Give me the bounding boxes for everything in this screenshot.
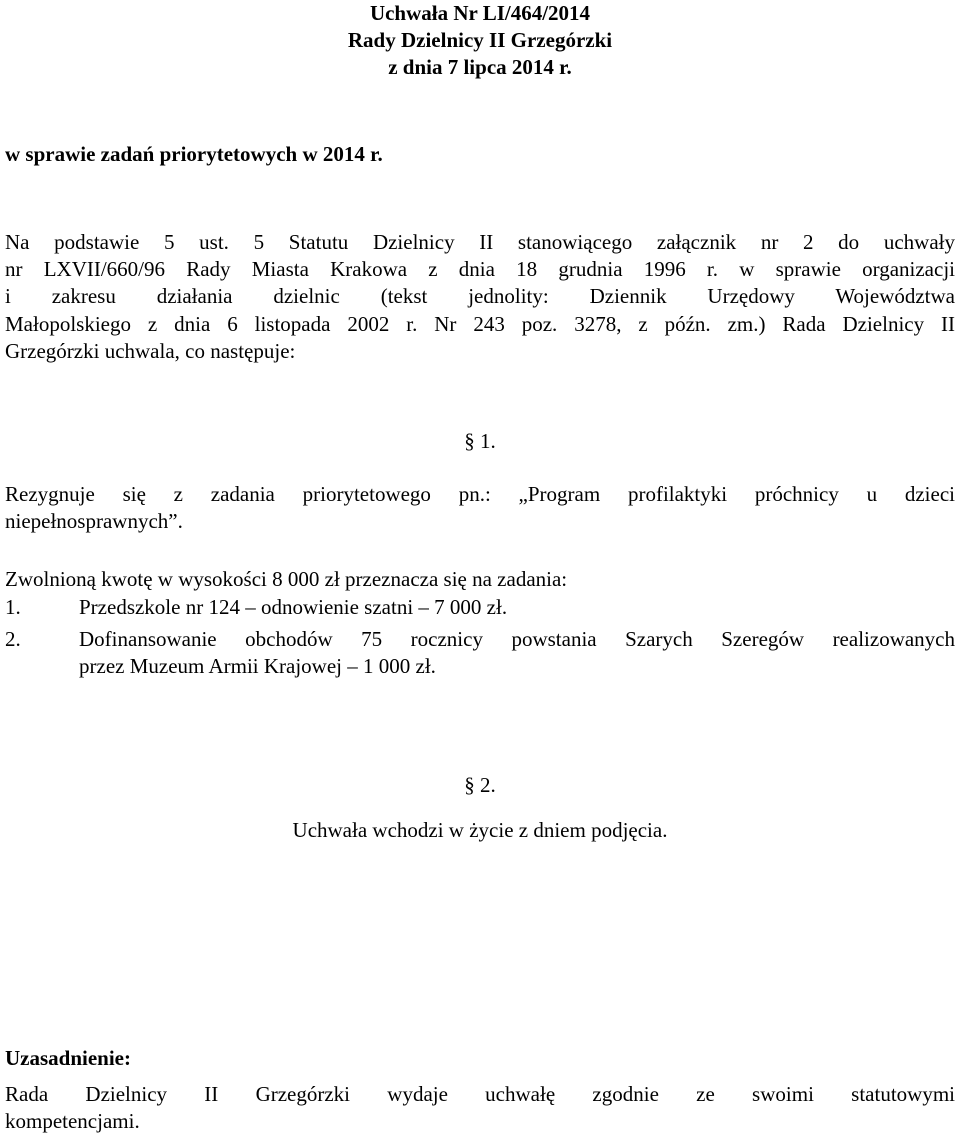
list-item: Dofinansowanie obchodów 75 rocznicy powstania Szarych Szeregów realizowanych [79, 627, 955, 651]
preamble-line: Grzegórzki uchwala, co następuje: [5, 339, 296, 363]
section-2-text: Uchwała wchodzi w życie z dniem podjęcia. [292, 818, 668, 842]
section-1-intro: Zwolnioną kwotę w wysokości 8 000 zł przeznacza się na zadania: [5, 567, 568, 591]
preamble-line: Na podstawie 5 ust. 5 Statutu Dzielnicy II stanowiącego załącznik nr 2 do uchwały [5, 230, 955, 254]
section-1-label: § 1. [464, 429, 496, 453]
preamble-line: nr LXVII/660/96 Rady Miasta Krakowa z dnia 18 grudnia 1996 r. w sprawie organizacji [5, 257, 955, 281]
section-1-text: Rezygnuje się z zadania priorytetowego pn.: „Program profilaktyki próchnicy u dzieci [5, 482, 955, 506]
resolution-date: z dnia 7 lipca 2014 r. [388, 55, 572, 79]
resolution-title: Uchwała Nr LI/464/2014 [369, 1, 591, 25]
justification-text: Rada Dzielnicy II Grzegórzki wydaje uchwałę zgodnie ze swoimi statutowymi [5, 1082, 955, 1106]
preamble-line: Małopolskiego z dnia 6 listopada 2002 r. Nr 243 poz. 3278, z późn. zm.) Rada Dzielnicy II [5, 312, 955, 336]
list-item-number: 1. [5, 595, 21, 619]
list-item-continuation: przez Muzeum Armii Krajowej – 1 000 zł. [79, 654, 436, 678]
section-1-text: niepełnosprawnych”. [5, 509, 183, 533]
resolution-issuer: Rady Dzielnicy II Grzegórzki [347, 28, 613, 52]
justification-heading: Uzasadnienie: [5, 1046, 131, 1070]
list-item-number: 2. [5, 627, 21, 651]
list-item: Przedszkole nr 124 – odnowienie szatni – 7 000 zł. [79, 595, 508, 619]
resolution-subject: w sprawie zadań priorytetowych w 2014 r. [5, 142, 383, 166]
section-2-label: § 2. [464, 773, 496, 797]
preamble-line: i zakresu działania dzielnic (tekst jednolity: Dziennik Urzędowy Województwa [5, 284, 955, 308]
justification-text: kompetencjami. [5, 1109, 140, 1133]
